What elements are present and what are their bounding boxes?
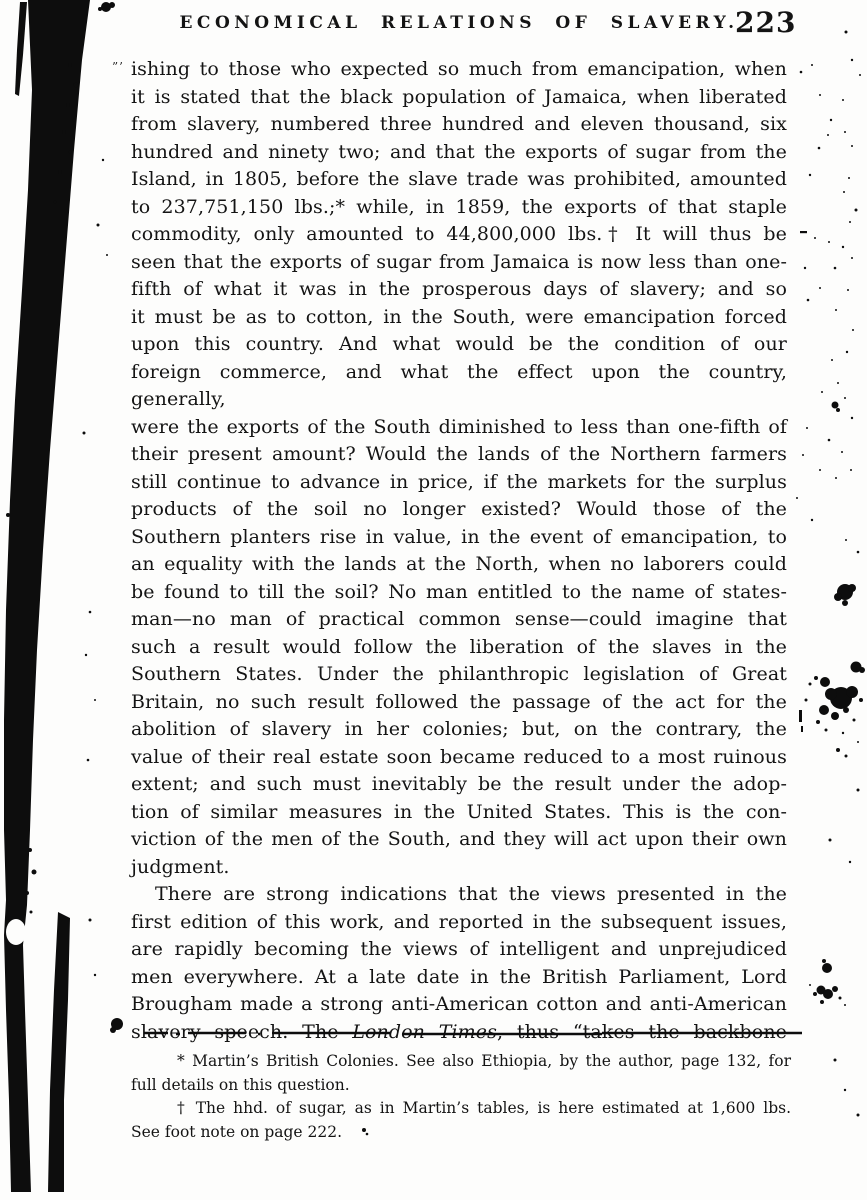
text-line: from slavery, numbered three hundred and eleven thousand, six bbox=[131, 113, 787, 135]
footnote-block bbox=[131, 1050, 791, 1144]
paragraph-2 bbox=[131, 881, 787, 1046]
text-line: viction of the men of the South, and they will act upon their own bbox=[131, 828, 787, 850]
ink-blob-1 bbox=[834, 584, 856, 606]
text-line: slavery speech. The London Times, thus “takes the backbone bbox=[131, 1020, 787, 1043]
running-header-title: ECONOMICAL RELATIONS OF SLAVERY. bbox=[179, 13, 739, 33]
text-line: products of the soil no longer existed? Would those of the bbox=[131, 498, 787, 520]
text-line: Island, in 1805, before the slave trade was prohibited, amounted bbox=[131, 168, 787, 190]
text-line: Britain, no such result followed the passage of the act for the bbox=[131, 690, 787, 713]
text-line: be found to till the soil? No man entitled to the name of states- bbox=[131, 580, 787, 603]
text-line: were the exports of the South diminished to less than one-fifth of bbox=[131, 415, 787, 438]
text-line: † The hhd. of sugar, as in Martin’s tables, is here estimated at 1,600 lbs. bbox=[177, 1099, 791, 1117]
text-line: foreign commerce, and what the effect upon the country, generally, bbox=[131, 360, 787, 410]
page-number: 223 bbox=[735, 6, 797, 39]
text-line: such a result would follow the liberation of the slaves in the bbox=[131, 635, 787, 658]
text-line: Brougham made a strong anti-American cotton and anti-American bbox=[131, 993, 787, 1015]
text-line: man—no man of practical common sense—could imagine that bbox=[131, 608, 787, 630]
text-line: There are strong indications that the views presented in the bbox=[155, 883, 787, 905]
text-line: still continue to advance in price, if the markets for the surplus bbox=[131, 470, 787, 493]
text-line: value of their real estate soon became reduced to a most ruinous bbox=[131, 745, 787, 768]
print-artifact-mark: ”’ bbox=[112, 60, 124, 74]
text-line: hundred and ninety two; and that the exports of sugar from the bbox=[131, 140, 787, 163]
text-line: it must be as to cotton, in the South, were emancipation forced bbox=[131, 305, 787, 328]
paragraph-1 bbox=[131, 56, 787, 881]
text-line: upon this country. And what would be the condition of our bbox=[131, 333, 787, 355]
text-line: fifth of what it was in the prosperous days of slavery; and so bbox=[131, 278, 787, 300]
text-line: See foot note on page 222. bbox=[131, 1122, 343, 1141]
text-line: full details on this question. bbox=[131, 1075, 350, 1094]
text-line: their present amount? Would the lands of the Northern farmers bbox=[131, 443, 787, 465]
text-line: Southern planters rise in value, in the event of emancipation, to bbox=[131, 525, 787, 548]
ink-streak-thin bbox=[15, 2, 27, 96]
footnote-1 bbox=[131, 1050, 791, 1097]
text-line: to 237,751,150 lbs.;* while, in 1859, the exports of that staple bbox=[131, 195, 787, 218]
text-line: ishing to those who expected so much from emancipation, when bbox=[131, 58, 787, 80]
text-line: men everywhere. At a late date in the British Parliament, Lord bbox=[131, 965, 787, 988]
text-line: judgment. bbox=[131, 855, 230, 878]
body-text bbox=[131, 56, 787, 1046]
text-line: abolition of slavery in her colonies; but, on the contrary, the bbox=[131, 718, 787, 740]
text-line: first edition of this work, and reported in the subsequent issues, bbox=[131, 910, 787, 933]
ink-blob-2 bbox=[799, 662, 865, 758]
text-line: tion of similar measures in the United States. This is the con- bbox=[131, 800, 787, 823]
text-line: extent; and such must inevitably be the result under the adop- bbox=[131, 773, 787, 795]
ink-blob-3 bbox=[809, 959, 846, 1006]
ink-streak-main bbox=[4, 0, 90, 1192]
text-line: commodity, only amounted to 44,800,000 lbs.† It will thus be bbox=[131, 223, 787, 245]
text-line: are rapidly becoming the views of intelligent and unprejudiced bbox=[131, 938, 787, 960]
text-line: * Martin’s British Colonies. See also Ethiopia, by the author, page 132, for bbox=[177, 1052, 791, 1070]
ink-dot-left bbox=[110, 1018, 123, 1033]
text-line: it is stated that the black population of Jamaica, when liberated bbox=[131, 85, 787, 108]
ink-streak-second bbox=[48, 912, 70, 1192]
text-line: Southern States. Under the philanthropic legislation of Great bbox=[131, 663, 787, 685]
text-line: an equality with the lands at the North, when no laborers could bbox=[131, 553, 787, 575]
text-line: seen that the exports of sugar from Jamaica is now less than one- bbox=[131, 250, 787, 273]
footnote-2 bbox=[131, 1097, 791, 1144]
